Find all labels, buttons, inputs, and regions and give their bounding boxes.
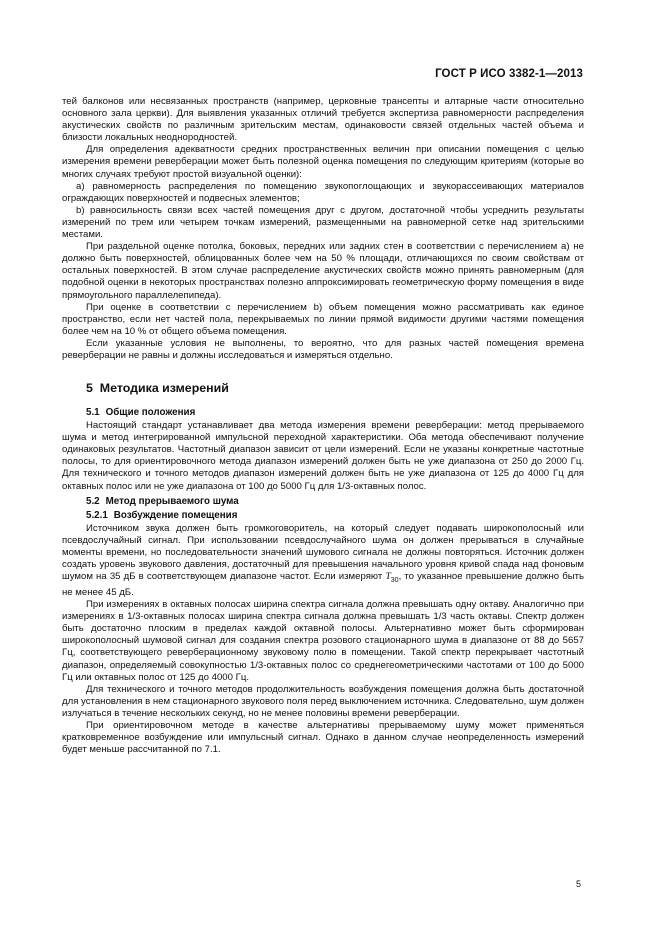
paragraph-continuation: тей балконов или несвязанных пространств (например, церковные трансепты и алтарные части относительно основного зала церкви). Для выявления указанных отличий требуется экспертиза равномерности распределения акустических свойств по различным зрительским местам, одинаковости связей отдельных частей объема и близости локальных неоднородностей. (62, 96, 584, 144)
subsection-number: 5.1 (86, 407, 100, 419)
section-heading-5 (62, 381, 584, 395)
paragraph-conditions-not-met: Если указанные условия не выполнены, то вероятно, что для разных частей помещения времена реверберации не равны и должны исследоваться и измеряться отдельно. (62, 337, 584, 361)
paragraph-criteria-intro: Для определения адекватности средних пространственных величин при описании помещения с целью измерения времени реверберации может быть полезной оценка помещения по следующим критериям (которые во многих случаях требуют простой визуальной оценки): (62, 144, 584, 180)
list-item-b: b) равносильность связи всех частей помещения друг с другом, достаточной чтобы усреднить результаты измерений по трем или четырем точкам измерений, размещенными на равномерной сетке над зрительскими местами. (62, 204, 584, 241)
subsection-heading-5-2-1 (62, 510, 584, 521)
document-body (62, 96, 584, 756)
paragraph-sound-source (62, 523, 584, 599)
subsection-title: Возбуждение помещения (113, 509, 238, 521)
paragraph-general-provisions: Настоящий стандарт устанавливает два метода измерения времени реверберации: метод прерываемого шума и метод интегрированной импульсной переходной характеристики. Оба метода обеспечивают получение одинаковых результатов. Частотный диапазон зависит от цели измерений. Если не указаны конкретные частотные полосы, то для ориентировочного метода диапазон измерений должен быть не уже диапазона от 250 до 2000 Гц. Для технического и точного методов диапазон измерений должен быть не уже диапазона от 125 до 4000 Гц для октавных полос или не уже диапазона от 100 до 5000 Гц для 1/3-октавных полос. (62, 420, 584, 492)
paragraph-volume-assessment: При оценке в соответствии с перечислением b) объем помещения можно рассматривать как единое пространство, если нет частей пола, перекрываемых по линии прямой видимости другими частями помещения более чем на 10 % от общего объема помещения. (62, 301, 584, 337)
standard-header: ГОСТ Р ИСО 3382-1—2013 (435, 68, 583, 80)
section-number: 5 (86, 381, 93, 396)
paragraph-survey-method: При ориентировочном методе в качестве альтернативы прерываемому шуму может применяться кратковременное возбуждение или импульсный сигнал. Однако в данном случае неопределенность измерений будет меньше рассчитанной по 7.1. (62, 720, 584, 756)
subsection-number: 5.2.1 (86, 509, 108, 521)
symbol-subscript: 30 (390, 576, 399, 584)
symbol-t: T (385, 571, 391, 582)
text-run: Источником звука должен быть громкоговоритель, на который следует подавать широкополосный или псевдослучайный сигнал. При использовании псевдослучайного шума он должен прерываться в случайные моменты времени, но последовательности значений шумового сигнала не должны повторяться. Источник должен создать уровень звукового давления, достаточный для превышения начального уровня кривой спада над фоновым шумом на 35 дБ в соответствующем диапазоне частот. Если измеряют (62, 522, 584, 582)
subsection-heading-5-1 (62, 407, 584, 418)
section-title: Методика измерений (99, 381, 229, 396)
paragraph-octave-bands: При измерениях в октавных полосах ширина спектра сигнала должна превышать одну октаву. Аналогично при измерениях в 1/3-октавных полосах ширина спектра сигнала должна превышать 1/3 часть октавы. Спектр должен быть достаточно плоским в пределах каждой октавной полосы. Альтернативно может быть сформирован широкополосный шумовой сигнал для создания спектра розового стационарного шума в диапазоне от 88 до 5657 Гц, соответствующего реверберационному звуковому полю в помещении. Такой спектр перекрывает частотный диапазон, определяемый совокупностью 1/3-октавных полос со среднегеометрическими частотами от 100 до 5000 Гц или октавных полос от 125 до 4000 Гц. (62, 599, 584, 683)
paragraph-separate-assessment: При раздельной оценке потолка, боковых, передних или задних стен в соответствии с перечислением a) не должно быть поверхностей, облицованных более чем на 50 % площади, отличающихся по своим свойствам от остальных поверхностей. В этом случае распределение акустических свойств можно принять равномерным (для подобной оценки в некоторых пространствах полезно аппроксимировать геометрическую форму помещения в виде прямоугольного параллелепипеда). (62, 241, 584, 301)
subsection-number: 5.2 (86, 495, 100, 507)
subsection-heading-5-2 (62, 496, 584, 507)
paragraph-excitation-duration: Для технического и точного методов продолжительность возбуждения помещения должна быть достаточной для установления в нем стационарного звукового поля перед выключением источника. Следовательно, шум должен излучаться в течение нескольких секунд, но не менее половины времени реверберации. (62, 683, 584, 719)
subsection-title: Общие положения (105, 407, 196, 419)
subsection-title: Метод прерываемого шума (105, 495, 239, 507)
text-run: , то указанное превышение должно быть не менее 45 дБ. (62, 571, 585, 598)
page-number: 5 (575, 879, 581, 889)
list-item-a: a) равномерность распределения по помещению звукопоглощающих и звукорассеивающих материалов ограждающих поверхностей и подвесных элементов; (62, 180, 584, 204)
